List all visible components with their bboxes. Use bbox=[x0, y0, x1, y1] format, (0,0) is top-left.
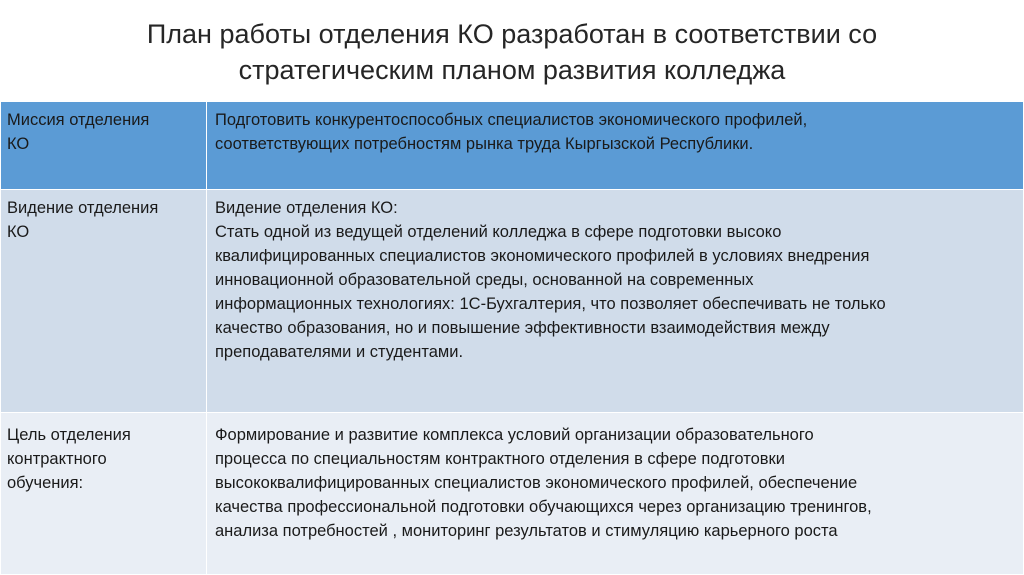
label-line: обучения: bbox=[7, 474, 84, 492]
label-line: Цель отделения bbox=[7, 426, 131, 444]
row-label-vision bbox=[1, 190, 207, 413]
text-line: соответствующих потребностям рынка труда Кыргызской Республики. bbox=[215, 135, 754, 153]
text-line: Стать одной из ведущей отделений колледжа в сфере подготовки высоко bbox=[215, 223, 782, 241]
text-line: анализа потребностей , мониторинг результатов и стимуляцию карьерного роста bbox=[215, 522, 838, 540]
slide-title-line-1: План работы отделения КО разработан в соответствии со bbox=[146, 19, 878, 49]
text-line: Видение отделения КО: bbox=[215, 199, 398, 217]
table-row-mission bbox=[1, 102, 1024, 190]
table-row-goal bbox=[1, 413, 1024, 575]
text-line: Формирование и развитие комплекса условий организации образовательного bbox=[215, 426, 814, 444]
slide-title-line-2: стратегическим планом развития колледжа bbox=[238, 55, 786, 85]
text-line: информационных технологиях: 1С-Бухгалтерия, что позволяет обеспечивать не только bbox=[215, 295, 886, 313]
row-text-goal bbox=[207, 413, 1024, 575]
text-line: процесса по специальностям контрактного отделения в сфере подготовки bbox=[215, 450, 785, 468]
text-line: качества профессиональной подготовки обучающихся через организацию тренингов, bbox=[215, 498, 872, 516]
table-row-vision bbox=[1, 190, 1024, 413]
label-line: КО bbox=[7, 223, 30, 241]
slide-title bbox=[40, 16, 984, 88]
text-line: качество образования, но и повышение эффективности взаимодействия между bbox=[215, 319, 830, 337]
text-line: квалифицированных специалистов экономического профилей в условиях внедрения bbox=[215, 247, 870, 265]
label-line: контрактного bbox=[7, 450, 107, 468]
text-line: высококвалифицированных специалистов экономического профилей, обеспечение bbox=[215, 474, 858, 492]
label-line: Миссия отделения bbox=[7, 111, 150, 129]
row-label-goal bbox=[1, 413, 207, 575]
label-line: Видение отделения bbox=[7, 199, 159, 217]
text-line: преподавателями и студентами. bbox=[215, 343, 464, 361]
label-line: КО bbox=[7, 135, 30, 153]
plan-table bbox=[0, 101, 1024, 575]
row-label-mission bbox=[1, 102, 207, 190]
text-line: инновационной образовательной среды, основанной на современных bbox=[215, 271, 754, 289]
text-line: Подготовить конкурентоспособных специалистов экономического профилей, bbox=[215, 111, 808, 129]
row-text-vision bbox=[207, 190, 1024, 413]
row-text-mission bbox=[207, 102, 1024, 190]
